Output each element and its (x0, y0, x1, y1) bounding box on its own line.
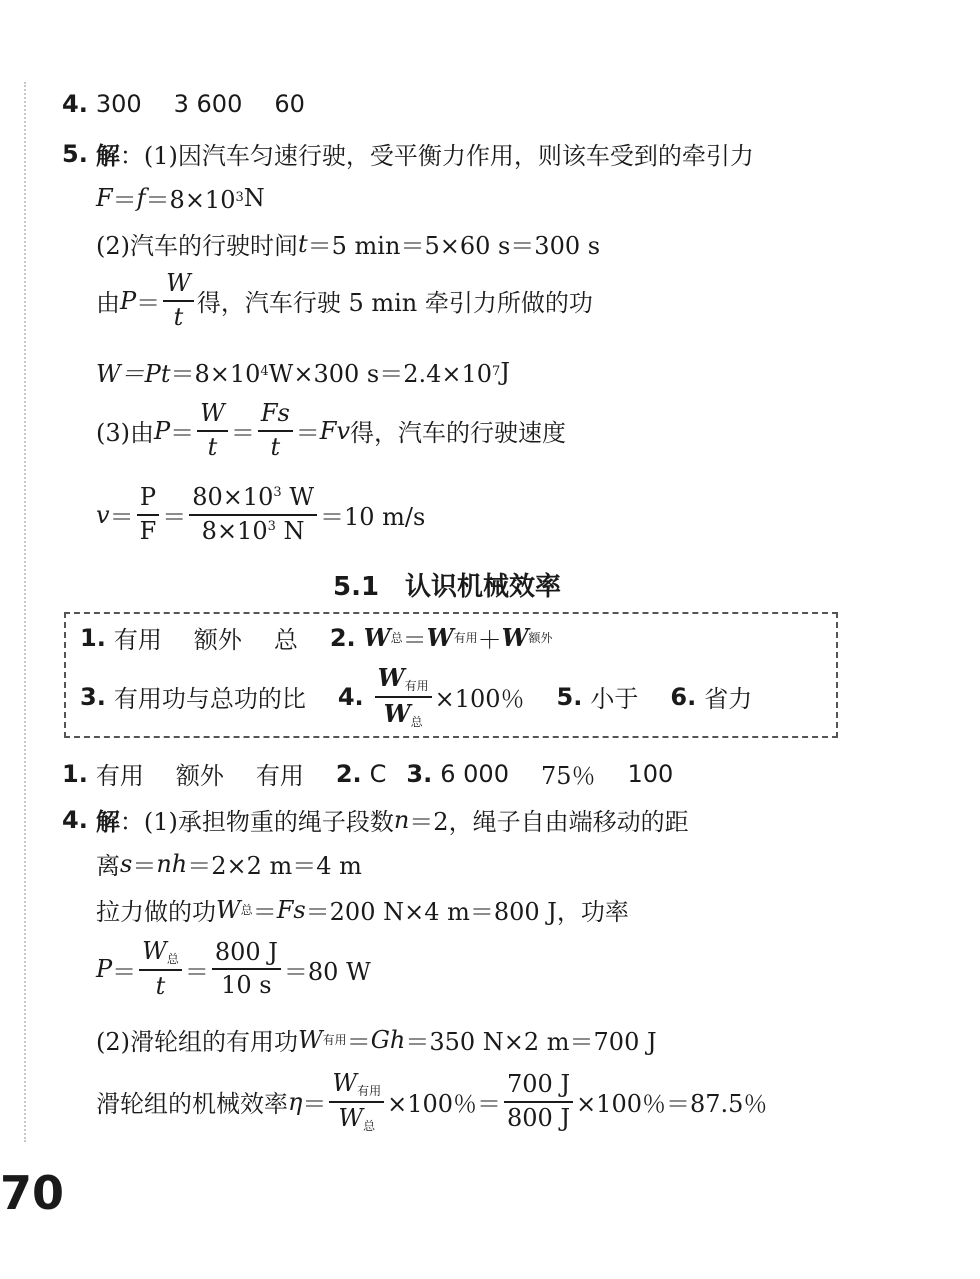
fraction (504, 1071, 573, 1132)
math-op: ＝ (162, 503, 187, 532)
math-var: η (288, 1087, 303, 1116)
answer-text: 有用 (255, 762, 304, 790)
math-text: J (500, 357, 510, 386)
exponent: 4 (260, 364, 269, 379)
exponent: 3 (273, 485, 282, 500)
math-var: v (96, 500, 110, 529)
answer-4-line-4 (96, 938, 371, 1000)
math-text: ×100％＝ (387, 1090, 501, 1119)
fraction (197, 400, 228, 461)
math-text: ＝10 m/s (319, 503, 426, 532)
math-op: ＝ (346, 1028, 371, 1056)
fraction (375, 664, 432, 730)
subscript: 有用 (404, 679, 429, 693)
page-edge-dotted-line (24, 82, 26, 1142)
question-number: 4. (62, 805, 88, 834)
numerator: Fs (258, 400, 293, 432)
subscript: 总 (240, 903, 253, 917)
math-var: Gh (370, 1025, 406, 1054)
answer-4-line-5 (96, 1022, 657, 1057)
math-op: ＋ (477, 626, 502, 654)
math-var: F (96, 183, 113, 212)
solution-label: 解 (95, 141, 120, 170)
math-var: P (120, 286, 137, 315)
math-text: ＝8×10 (170, 360, 261, 388)
question-number: 5. (556, 682, 583, 711)
numerator-unit: W (281, 483, 314, 511)
denominator: t (207, 432, 218, 461)
solution-label: 解 (95, 807, 120, 836)
fraction (329, 1070, 384, 1134)
answer-value: 6 000 (440, 759, 509, 788)
question-number: 5. (62, 139, 88, 168)
math-var: t (298, 229, 308, 258)
math-var: W (298, 1025, 323, 1054)
answer-value: 3 600 (173, 90, 243, 118)
subscript: 额外 (528, 631, 553, 645)
question-number: 3. (80, 682, 106, 711)
answer-value: 60 (274, 90, 305, 118)
math-op: ＝ (109, 503, 134, 532)
answer-text: 省力 (704, 685, 753, 714)
solution-text: ：(1)承担物重的绳子段数 (119, 808, 394, 836)
answers-1-3 (62, 756, 673, 791)
solution-text: 得，汽车的行驶速度 (350, 419, 567, 448)
answer-value: 100 (627, 759, 674, 788)
math-var: Fs (276, 895, 306, 924)
question-number: 1. (62, 759, 88, 788)
answer-text: 小于 (590, 685, 639, 714)
math-op: ＝ (170, 419, 195, 448)
subscript: 有用 (322, 1033, 347, 1047)
subscript: 总 (410, 714, 423, 729)
solution-text: (2)滑轮组的有用功 (96, 1028, 298, 1056)
question-number: 2. (335, 759, 362, 788)
math-op: ＝ (112, 186, 137, 214)
math-text: ＝8×10 (145, 186, 236, 214)
solution-text: ：(1)因汽车匀速行驶，受平衡力作用，则该车受到的牵引力 (119, 142, 754, 170)
denominator: 8×10 (201, 516, 268, 545)
question-number: 3. (406, 759, 433, 788)
math-var: nh (156, 849, 188, 878)
math-var: W (216, 895, 241, 924)
math-text: ×100％ (434, 685, 525, 714)
math-var: W (426, 623, 454, 652)
denominator: W (383, 698, 411, 728)
answer-text: 有用 (113, 626, 162, 654)
answer-value: 300 (95, 90, 142, 118)
solution-text: 离 (96, 852, 120, 880)
denominator: t (173, 302, 184, 331)
answer-4-line-3 (96, 892, 629, 927)
solution-text: (3)由 (96, 419, 154, 448)
math-var: W (363, 623, 391, 652)
denominator-unit: N (275, 516, 305, 545)
math-op: ＝ (252, 898, 277, 926)
numerator: W (163, 270, 194, 302)
question-number: 1. (80, 623, 106, 652)
box-row-1 (80, 620, 553, 655)
box-row-2 (80, 664, 752, 730)
math-text: ＝80 W (283, 957, 371, 986)
answer-text: 有用功与总功的比 (113, 685, 306, 714)
question-number: 2. (329, 623, 356, 652)
math-var: f (136, 183, 146, 212)
solution-text: 滑轮组的机械效率 (96, 1090, 288, 1119)
denominator: t (155, 971, 166, 1000)
denominator: 800 J (507, 1103, 571, 1132)
math-op: ＝ (112, 957, 137, 986)
denominator: t (270, 432, 281, 461)
math-text: ＝5 min＝5×60 s＝300 s (307, 232, 601, 260)
answer-text: C (369, 759, 387, 788)
subscript: 总 (363, 1118, 376, 1133)
answer-4-line-2 (96, 846, 362, 881)
math-op: ＝ (136, 289, 161, 318)
fraction (139, 938, 182, 1000)
fraction (137, 484, 160, 545)
math-op: ＝ (184, 957, 209, 986)
exponent: 3 (267, 518, 276, 534)
page-number: 70 (0, 1166, 65, 1220)
answer-5-line-1 (62, 136, 754, 171)
answer-5-line-6 (96, 400, 566, 461)
answer-5-line-3 (96, 226, 600, 261)
math-text: ×100％＝87.5％ (576, 1090, 768, 1119)
denominator: W (338, 1103, 364, 1132)
math-op: ＝ (132, 852, 157, 880)
numerator: W (142, 937, 167, 965)
numerator: W (197, 400, 228, 432)
math-var: W (501, 623, 529, 652)
math-var: s (120, 849, 133, 878)
math-var: n (393, 805, 410, 834)
solution-text: (2)汽车的行驶时间 (96, 232, 298, 260)
denominator: F (139, 516, 157, 545)
subscript: 有用 (453, 631, 478, 645)
math-op: ＝ (295, 419, 320, 448)
math-text: N (243, 183, 265, 212)
numerator: 700 J (504, 1071, 573, 1103)
math-var: P (96, 955, 113, 984)
math-var: P (154, 416, 171, 445)
fraction (212, 939, 281, 1000)
numerator: W (332, 1069, 358, 1097)
question-number: 6. (670, 682, 697, 711)
numerator: 800 J (212, 939, 281, 971)
math-op: ＝ (302, 1090, 327, 1119)
math-text: ＝2×2 m＝4 m (187, 852, 362, 880)
numerator: P (137, 484, 159, 516)
answer-text: 总 (273, 626, 298, 654)
answer-5-line-5 (96, 354, 510, 389)
math-var: Fv (319, 416, 351, 445)
answer-text: 额外 (193, 626, 242, 654)
solution-text: ＝2，绳子自由端移动的距 (409, 808, 689, 836)
math-op: ＝ (230, 419, 255, 448)
subscript: 总 (390, 631, 403, 645)
section-title: 5.1 认识机械效率 (333, 572, 562, 602)
subscript: 总 (166, 952, 179, 966)
question-number: 4. (62, 90, 88, 118)
answer-text: 有用 (95, 762, 144, 790)
answer-4-line-6 (96, 1070, 767, 1134)
solution-text: 由 (96, 289, 120, 318)
answer-text: 额外 (175, 762, 224, 790)
math-var: W＝Pt (96, 360, 171, 388)
answer-4 (62, 90, 305, 118)
answer-value: 75％ (540, 762, 596, 790)
exponent: 3 (235, 190, 244, 205)
answer-5-line-4 (96, 270, 593, 331)
fraction (189, 484, 317, 545)
exponent: 7 (492, 364, 501, 379)
denominator: 10 s (221, 971, 272, 1000)
fraction (163, 270, 194, 331)
numerator: 80×10 (192, 483, 274, 511)
answer-5-line-2 (96, 180, 265, 215)
answer-4-line-1 (62, 802, 689, 837)
answer-5-line-7 (96, 484, 425, 545)
math-text: ＝350 N×2 m＝700 J (405, 1028, 657, 1056)
math-text: ＝200 N×4 m＝800 J，功率 (305, 898, 629, 926)
subscript: 有用 (357, 1084, 382, 1098)
math-text: W×300 s＝2.4×10 (268, 360, 493, 388)
math-op: ＝ (402, 626, 427, 654)
solution-text: 得，汽车行驶 5 min 牵引力所做的功 (196, 289, 593, 318)
fraction (258, 400, 293, 461)
solution-text: 拉力做的功 (96, 898, 216, 926)
question-number: 4. (337, 682, 364, 711)
numerator: W (377, 663, 405, 692)
